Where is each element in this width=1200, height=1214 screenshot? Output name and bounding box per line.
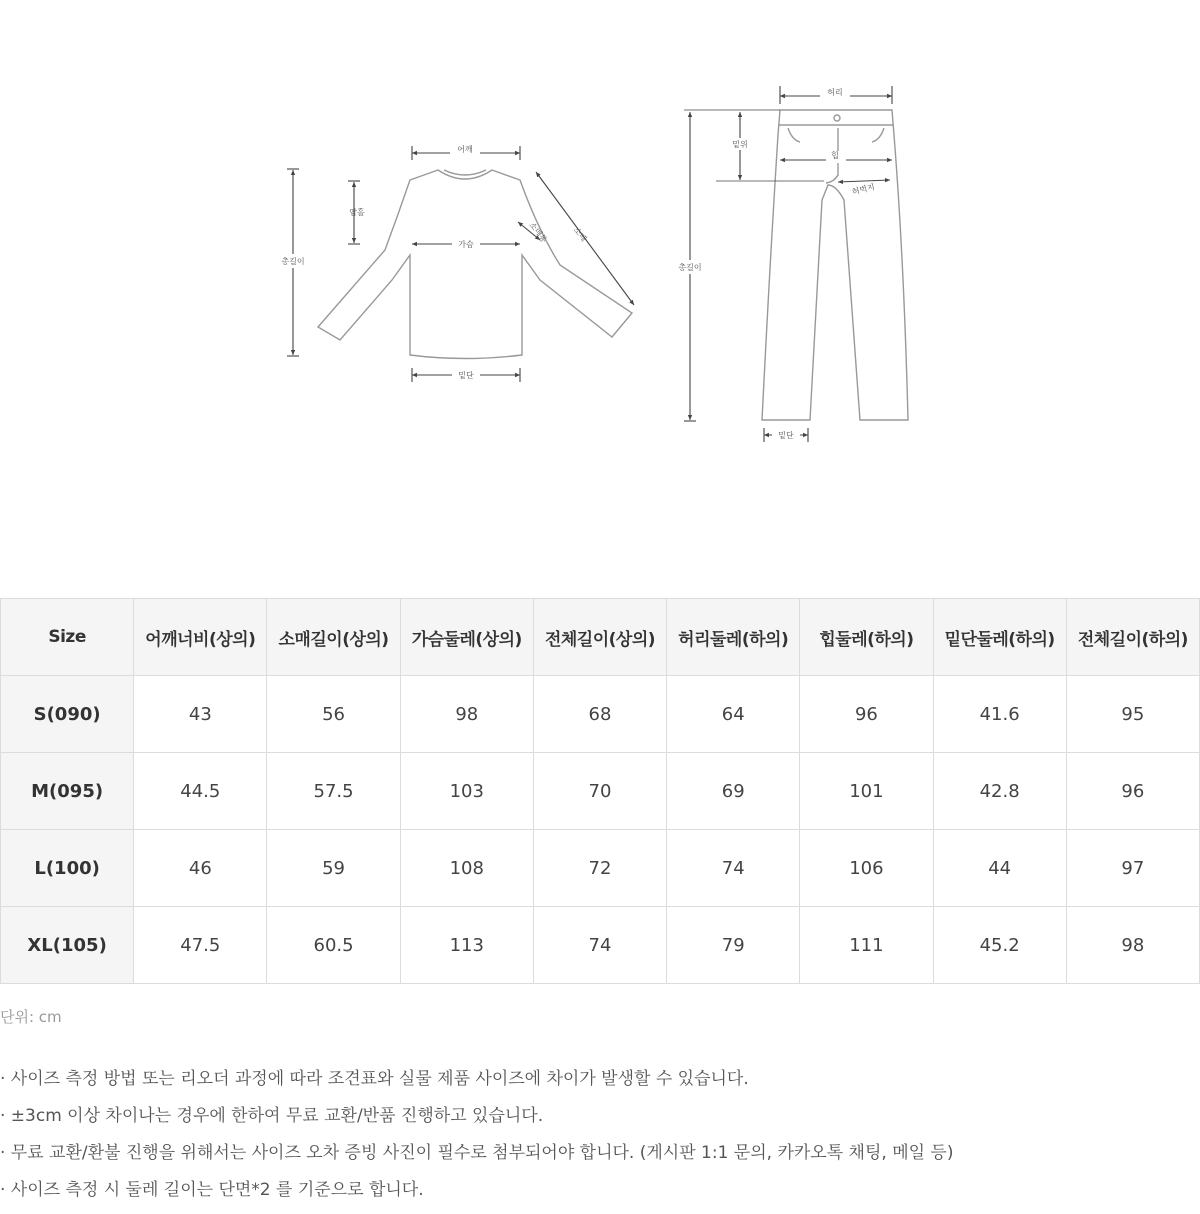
value-cell: 113 (400, 907, 533, 984)
header-chest: 가슴둘레(상의) (400, 599, 533, 676)
label-hem: 밑단 (458, 371, 474, 380)
value-cell: 106 (800, 830, 933, 907)
label-pants-length: 총길이 (678, 263, 702, 272)
size-cell: M(095) (1, 753, 134, 830)
value-cell: 64 (667, 676, 800, 753)
value-cell: 42.8 (933, 753, 1066, 830)
value-cell: 96 (1066, 753, 1199, 830)
table-row (1, 753, 1200, 830)
size-cell: L(100) (1, 830, 134, 907)
size-cell: S(090) (1, 676, 134, 753)
measurement-diagram (0, 0, 1200, 540)
value-cell: 68 (533, 676, 666, 753)
note-item: · 사이즈 측정 시 둘레 길이는 단면*2 를 기준으로 합니다. (0, 1180, 424, 1200)
label-hip: 힙 (831, 151, 839, 160)
label-shoulder: 어깨 (457, 145, 473, 154)
header-bottom-length: 전체길이(하의) (1066, 599, 1199, 676)
value-cell: 97 (1066, 830, 1199, 907)
table-header-row (1, 599, 1200, 676)
value-cell: 44 (933, 830, 1066, 907)
thigh-dim (838, 180, 890, 182)
label-armhole: 암홀 (349, 208, 365, 217)
label-total-length: 총길이 (281, 257, 305, 266)
value-cell: 44.5 (134, 753, 267, 830)
label-sleeve-width: 소매통 (527, 220, 549, 245)
label-thigh: 허벅지 (851, 182, 876, 197)
label-waist: 허리 (827, 88, 843, 97)
label-rise: 밑위 (732, 140, 748, 149)
value-cell: 79 (667, 907, 800, 984)
value-cell: 98 (400, 676, 533, 753)
note-item: · ±3cm 이상 차이나는 경우에 한하여 무료 교환/반품 진행하고 있습니다. (0, 1106, 544, 1126)
label-chest: 가슴 (458, 240, 474, 249)
header-hip: 힙둘레(하의) (800, 599, 933, 676)
note-item: · 사이즈 측정 방법 또는 리오더 과정에 따라 조견표와 실물 제품 사이즈에 차이가 발생할 수 있습니다. (0, 1069, 749, 1089)
value-cell: 74 (667, 830, 800, 907)
value-cell: 59 (267, 830, 400, 907)
value-cell: 95 (1066, 676, 1199, 753)
value-cell: 111 (800, 907, 933, 984)
header-top-length: 전체길이(상의) (533, 599, 666, 676)
value-cell: 69 (667, 753, 800, 830)
label-pants-hem: 밑단 (778, 431, 794, 440)
table-row (1, 907, 1200, 984)
value-cell: 45.2 (933, 907, 1066, 984)
value-cell: 103 (400, 753, 533, 830)
header-sleeve: 소매길이(상의) (267, 599, 400, 676)
value-cell: 108 (400, 830, 533, 907)
table-row (1, 676, 1200, 753)
note-item: · 무료 교환/환불 진행을 위해서는 사이즈 오차 증빙 사진이 필수로 첨부되어야 합니다. (게시판 1:1 문의, 카카오톡 채팅, 메일 등) (0, 1143, 954, 1163)
value-cell: 46 (134, 830, 267, 907)
header-size: Size (1, 599, 134, 676)
table-row (1, 830, 1200, 907)
header-shoulder: 어깨너비(상의) (134, 599, 267, 676)
size-notes (0, 1066, 954, 1214)
value-cell: 60.5 (267, 907, 400, 984)
value-cell: 74 (533, 907, 666, 984)
size-cell: XL(105) (1, 907, 134, 984)
value-cell: 47.5 (134, 907, 267, 984)
value-cell: 43 (134, 676, 267, 753)
value-cell: 41.6 (933, 676, 1066, 753)
value-cell: 70 (533, 753, 666, 830)
value-cell: 56 (267, 676, 400, 753)
value-cell: 57.5 (267, 753, 400, 830)
value-cell: 101 (800, 753, 933, 830)
size-table (0, 598, 1200, 984)
unit-label: 단위: cm (0, 1008, 62, 1026)
tshirt-illustration (318, 170, 632, 359)
value-cell: 98 (1066, 907, 1199, 984)
header-waist: 허리둘레(하의) (667, 599, 800, 676)
value-cell: 72 (533, 830, 666, 907)
label-sleeve: 소매 (571, 225, 589, 244)
value-cell: 96 (800, 676, 933, 753)
header-hem: 밑단둘레(하의) (933, 599, 1066, 676)
